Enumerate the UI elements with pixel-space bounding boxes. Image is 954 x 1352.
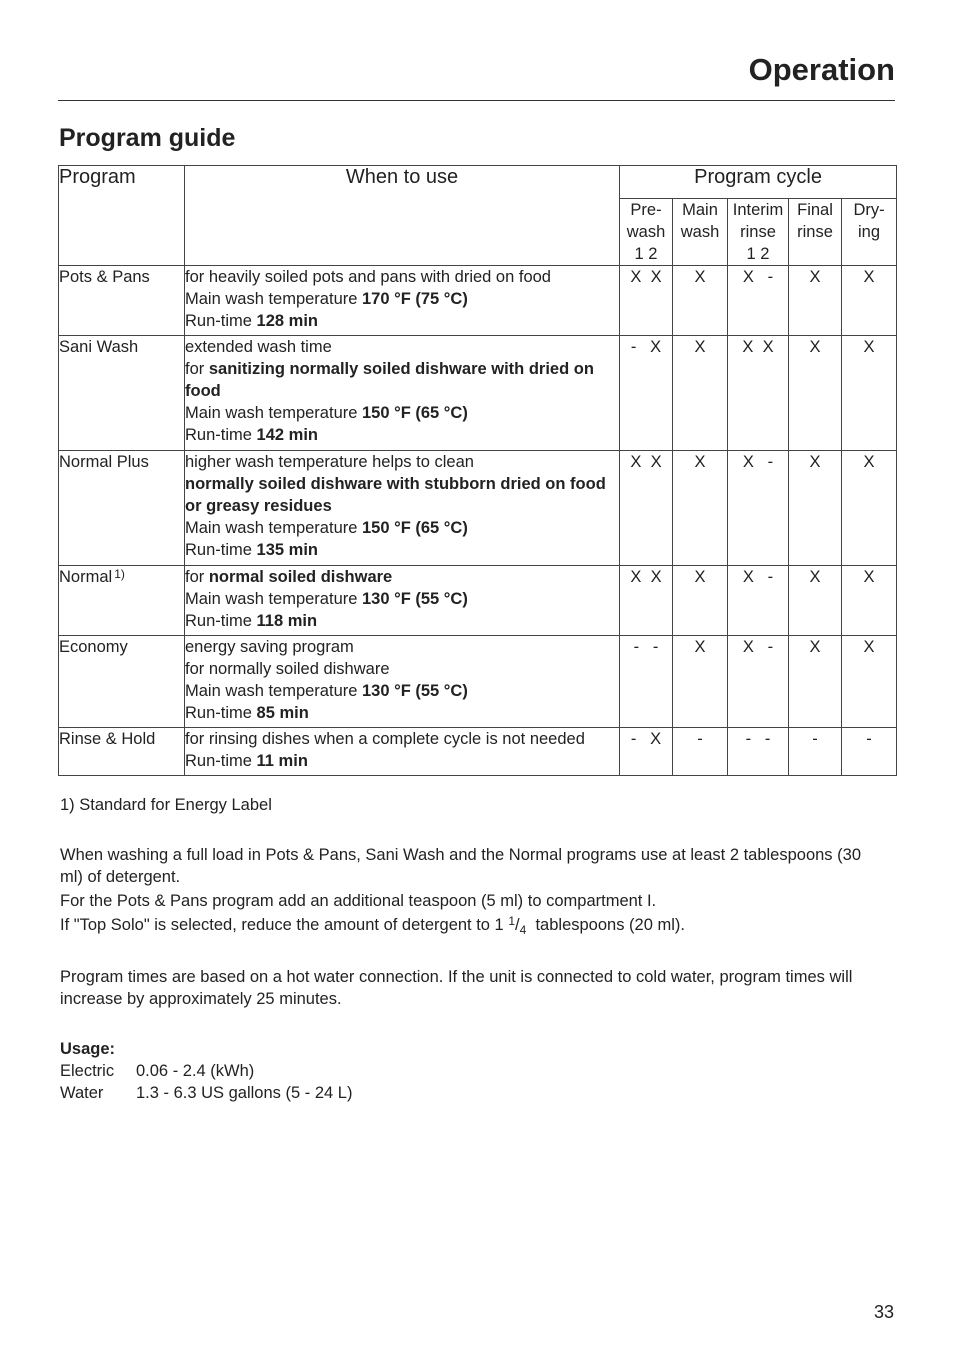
cycle-mark: X X [728, 336, 789, 451]
cycle-mark: X [789, 566, 842, 636]
usage-title: Usage: [60, 1040, 116, 1058]
column-header-when: When to use [185, 166, 620, 266]
table-row [59, 636, 897, 728]
cycle-mark: X [789, 336, 842, 451]
section-title: Program guide [59, 124, 236, 152]
program-description: extended wash time for sanitizing normally soiled dishware with dried on food Main wash temperature 150 °F (65 °C) Run-time 142 min [185, 336, 620, 451]
cycle-mark: X - [728, 566, 789, 636]
cycle-mark: X X [620, 451, 673, 566]
table-row [59, 336, 897, 451]
cycle-mark: X [673, 636, 728, 728]
program-description: for normal soiled dishware Main wash temperature 130 °F (55 °C) Run-time 118 min [185, 566, 620, 636]
detergent-paragraph: When washing a full load in Pots & Pans, Sani Wash and the Normal programs use at least 2 tablespoons (30 ml) of detergent. [60, 846, 861, 886]
subheader-drying: Dry- ing [842, 199, 897, 266]
cycle-mark: X [673, 336, 728, 451]
subheader-prewash: Pre- wash 1 2 [620, 199, 673, 266]
table-row [59, 266, 897, 336]
program-description: for rinsing dishes when a complete cycle is not needed Run-time 11 min [185, 728, 620, 776]
page-title: Operation [748, 52, 895, 87]
program-guide-table [58, 165, 897, 776]
table-row [59, 728, 897, 776]
cycle-mark: X [673, 266, 728, 336]
column-header-cycle: Program cycle [620, 166, 897, 199]
cycle-mark: - [789, 728, 842, 776]
program-name: Normal Plus [59, 451, 185, 566]
program-times-paragraph: Program times are based on a hot water connection. If the unit is connected to cold water, program times will increase by approximately 25 minutes. [60, 968, 853, 1008]
program-description: for heavily soiled pots and pans with dried on food Main wash temperature 170 °F (75 °C) Run-time 128 min [185, 266, 620, 336]
page-number: 33 [873, 1302, 894, 1322]
cycle-mark: X [842, 566, 897, 636]
cycle-mark: X [789, 636, 842, 728]
cycle-mark: X X [620, 266, 673, 336]
program-description: higher wash temperature helps to clean normally soiled dishware with stubborn dried on food or greasy residues Main wash temperature 150 °F (65 °C) Run-time 135 min [185, 451, 620, 566]
program-name: Sani Wash [59, 336, 185, 451]
program-description: energy saving program for normally soiled dishware Main wash temperature 130 °F (55 °C) Run-time 85 min [185, 636, 620, 728]
cycle-mark: X [842, 266, 897, 336]
cycle-mark: X [842, 451, 897, 566]
subheader-interim-rinse: Interim rinse 1 2 [728, 199, 789, 266]
program-name: Normal $^{1)}$ [59, 566, 185, 636]
cycle-mark: - [842, 728, 897, 776]
cycle-mark: X [673, 566, 728, 636]
usage-item-water: Water 1.3 - 6.3 US gallons (5 - 24 L) [60, 1084, 353, 1102]
cycle-mark: - X [620, 336, 673, 451]
cycle-mark: - - [620, 636, 673, 728]
column-header-program: Program [59, 166, 185, 266]
table-row [59, 566, 897, 636]
program-name: Rinse & Hold [59, 728, 185, 776]
cycle-mark: X [673, 451, 728, 566]
cycle-mark: X - [728, 636, 789, 728]
cycle-mark: X [789, 266, 842, 336]
subheader-mainwash: Main wash [673, 199, 728, 266]
usage-item-electric: Electric 0.06 - 2.4 (kWh) [60, 1062, 255, 1080]
table-row [59, 451, 897, 566]
subheader-final-rinse: Final rinse [789, 199, 842, 266]
footnote-marker: 1) [114, 567, 125, 581]
pots-pans-paragraph: For the Pots & Pans program add an additional teaspoon (5 ml) to compartment I. [60, 892, 657, 910]
program-name: Pots & Pans [59, 266, 185, 336]
program-name: Economy [59, 636, 185, 728]
footnote: 1) Standard for Energy Label [60, 796, 272, 814]
cycle-mark: X X [620, 566, 673, 636]
page-header [58, 50, 895, 101]
top-solo-paragraph: If "Top Solo" is selected, reduce the amount of detergent to 1 $^1/_4$ tablespoons (20 ml). [60, 914, 685, 937]
cycle-mark: X - [728, 266, 789, 336]
usage-list [60, 1060, 352, 1104]
cycle-mark: - - [728, 728, 789, 776]
cycle-mark: - X [620, 728, 673, 776]
cycle-mark: X [789, 451, 842, 566]
cycle-mark: X - [728, 451, 789, 566]
cycle-mark: X [842, 636, 897, 728]
cycle-mark: - [673, 728, 728, 776]
cycle-mark: X [842, 336, 897, 451]
